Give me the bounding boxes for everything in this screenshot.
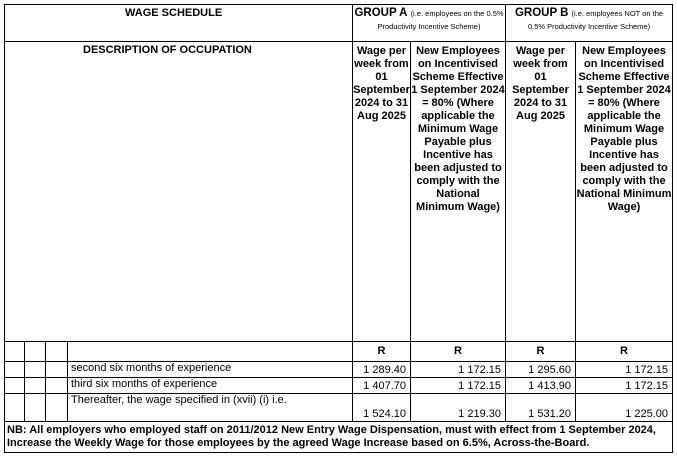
group-a-wage-cell: 1 407.70	[353, 378, 411, 394]
group-a-new-cell: 1 172.15	[411, 362, 506, 378]
group-a-new-cell: 1 219.30	[411, 394, 506, 422]
group-a-new-cell: 1 172.15	[411, 378, 506, 394]
table-row	[5, 378, 673, 394]
column-header-row	[5, 42, 673, 342]
unit-label: R	[353, 342, 411, 362]
group-b-name: GROUP B	[514, 7, 569, 19]
row-description: third six months of experience	[68, 378, 353, 394]
group-b-wage-cell: 1 295.60	[506, 362, 576, 378]
group-b-header	[506, 5, 673, 42]
wage-schedule-table	[4, 4, 673, 453]
row-description: second six months of experience	[68, 362, 353, 378]
units-row	[5, 342, 673, 362]
group-b-new-cell: 1 172.15	[576, 378, 673, 394]
group-b-wage-cell: 1 531.20	[506, 394, 576, 422]
group-a-header	[353, 5, 506, 42]
row-description: Thereafter, the wage specified in (xvii) (i) i.e.	[68, 394, 353, 422]
unit-label: R	[506, 342, 576, 362]
description-header: DESCRIPTION OF OCCUPATION	[5, 42, 353, 342]
note-row	[5, 422, 673, 453]
group-b-wage-cell: 1 413.90	[506, 378, 576, 394]
table-row	[5, 362, 673, 378]
group-a-wage-header: Wage per week from 01 September 2024 to 31 Aug 2025	[353, 42, 411, 342]
unit-label: R	[411, 342, 506, 362]
group-b-new-cell: 1 225.00	[576, 394, 673, 422]
table-row	[5, 394, 673, 422]
group-b-new-cell: 1 172.15	[576, 362, 673, 378]
schedule-title: WAGE SCHEDULE	[5, 5, 353, 42]
group-a-name: GROUP A	[354, 7, 408, 19]
group-b-note: (i.e. employees NOT on the 0.5% Productivity Incentive Scheme)	[527, 9, 664, 31]
group-a-new-employees-header: New Employees on Incentivised Scheme Effective 1 September 2024 = 80% (Where applicable the Minimum Wage Payable plus Incentive has been adjusted to comply with the National Minimum Wage)	[411, 42, 506, 342]
header-row	[5, 5, 673, 42]
group-a-wage-cell: 1 289.40	[353, 362, 411, 378]
group-b-new-employees-header: New Employees on Incentivised Scheme Effective 1 September 2024 = 80% (Where applicable the Minimum Wage Payable plus Incentive has been adjusted to comply with the National Minimum Wage)	[576, 42, 673, 342]
unit-label: R	[576, 342, 673, 362]
group-a-note: (i.e. employees on the 0.5% Productivity Incentive Scheme)	[377, 9, 504, 31]
nb-note: NB: All employers who employed staff on 2011/2012 New Entry Wage Dispensation, must with effect from 1 September 2024, Increase the Weekly Wage for those employees by the agreed Wage Increase based on 6.5%, Across-the-Board.	[5, 422, 673, 453]
group-b-wage-header: Wage per week from 01 September 2024 to 31 Aug 2025	[506, 42, 576, 342]
group-a-wage-cell: 1 524.10	[353, 394, 411, 422]
